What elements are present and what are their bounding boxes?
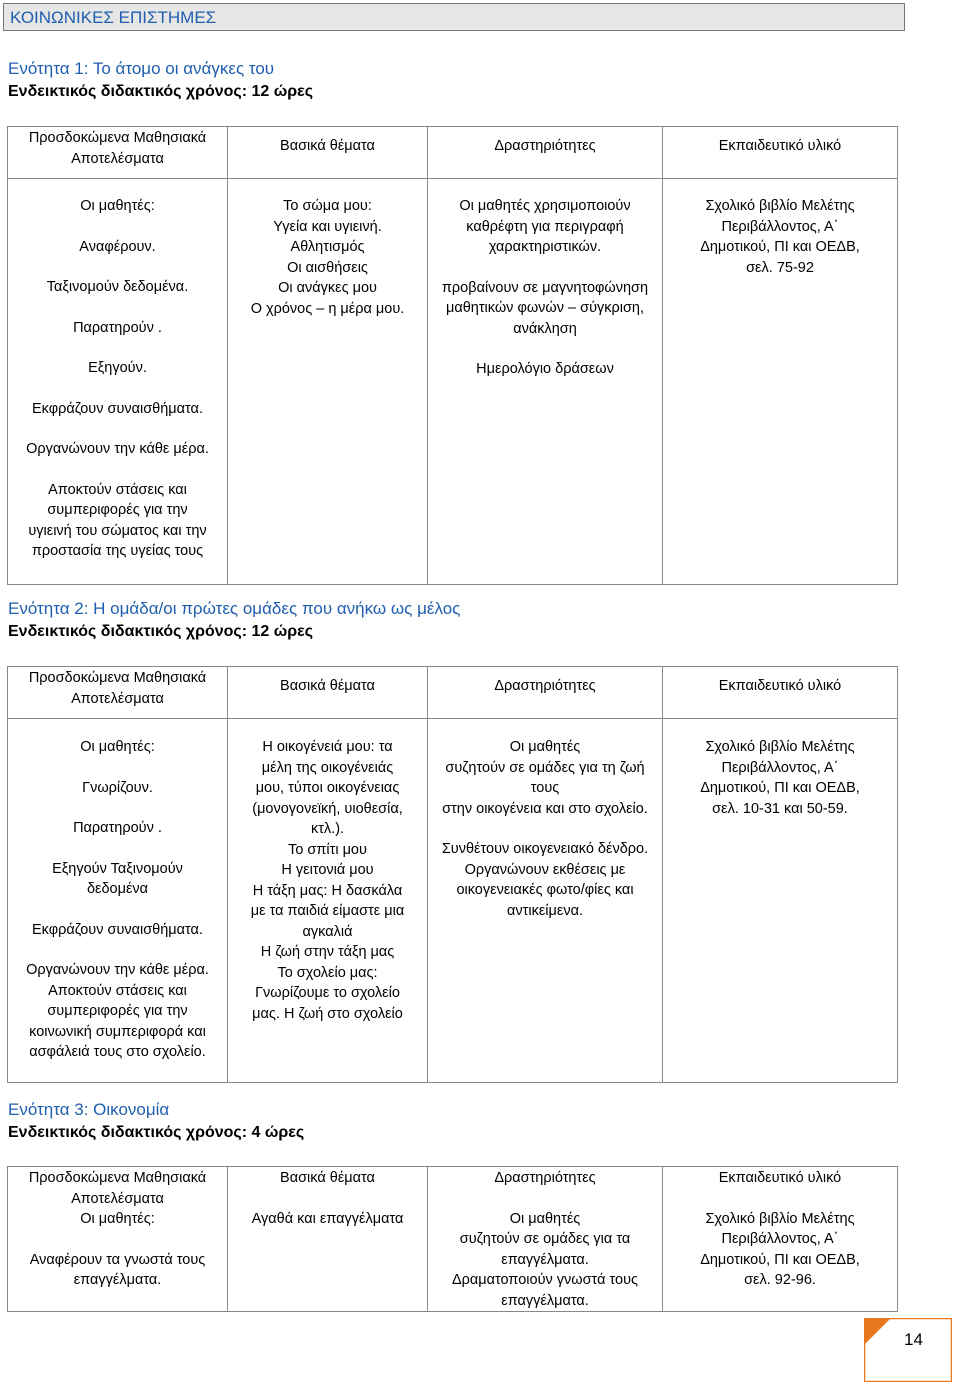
page-title: ΚΟΙΝΩΝΙΚΕΣ ΕΠΙΣΤΗΜΕΣ (10, 8, 217, 27)
materials-cell: Εκπαιδευτικό υλικό Σχολικό βιβλίο Μελέτης Περιβάλλοντος, Α΄ Δημοτικού, ΠΙ και ΟΕΔΒ, σελ. 92-96. (663, 1167, 898, 1312)
header-materials: Εκπαιδευτικό υλικό (663, 127, 898, 179)
unit-1-table (7, 126, 898, 585)
page-corner-icon (864, 1318, 952, 1382)
activities-cell: Οι μαθητές συζητούν σε ομάδες για τη ζωή τους στην οικογένεια και στο σχολείο. Συνθέτουν οικογενειακό δένδρο. Οργανώνουν εκθέσεις με οικογενειακές φωτο/φίες και αντικείμενα. (428, 719, 663, 1083)
header-outcomes: Προσδοκώμενα Μαθησιακά (28, 1170, 207, 1186)
header-topics: Βασικά θέματα (228, 127, 428, 179)
header-materials: Εκπαιδευτικό υλικό (663, 667, 898, 719)
header-activities: Δραστηριότητες (428, 127, 663, 179)
topics-cell: Η οικογένειά μου: τα μέλη της οικογένειάς μου, τύποι οικογένειας (μονογονεϊκή, υιοθεσία, κτλ.). Το σπίτι μου Η γειτονιά μου Η τάξη μας: Η δασκάλα με τα παιδιά είμαστε μια αγκαλιά Η ζωή στην τάξη μας Το σχολείο μας: Γνωρίζουμε το σχολείο μας. Η ζωή στο σχολείο (228, 719, 428, 1083)
unit-2-table (7, 666, 898, 1083)
header-outcomes: Προσδοκώμενα Μαθησιακά Αποτελέσματα (8, 667, 228, 719)
page-header-bar (3, 3, 905, 31)
table-row (8, 1167, 898, 1312)
header-materials: Εκπαιδευτικό υλικό (718, 1170, 842, 1186)
topics-cell: Βασικά θέματα Αγαθά και επαγγέλματα (228, 1167, 428, 1312)
unit-2-time: Ενδεικτικός διδακτικός χρόνος: 12 ώρες (8, 623, 314, 640)
page-number: 14 (904, 1330, 923, 1349)
table-row (8, 719, 898, 1083)
outcomes-cell: Οι μαθητές: Αναφέρουν. Ταξινομούν δεδομένα. Παρατηρούν . Εξηγούν. Εκφράζουν συναισθήματα. Οργανώνουν την κάθε μέρα. Αποκτούν στάσεις και συμπεριφορές για την υγιεινή του σώματος και την προστασία της υγείας τους (8, 179, 228, 585)
activities-cell: Οι μαθητές χρησιμοποιούν καθρέφτη για περιγραφή χαρακτηριστικών. προβαίνουν σε μαγνητοφώνηση μαθητικών φωνών – σύγκριση, ανάκληση Ημερολόγιο δράσεων (428, 179, 663, 585)
header-topics: Βασικά θέματα (228, 667, 428, 719)
header-outcomes: Προσδοκώμενα Μαθησιακά Αποτελέσματα (8, 127, 228, 179)
topics-cell: Το σώμα μου: Υγεία και υγιεινή. Αθλητισμός Οι αισθήσεις Οι ανάγκες μου Ο χρόνος – η μέρα μου. (228, 179, 428, 585)
materials-cell: Σχολικό βιβλίο Μελέτης Περιβάλλοντος, Α΄ Δημοτικού, ΠΙ και ΟΕΔΒ, σελ. 10-31 και 50-59. (663, 719, 898, 1083)
header-activities: Δραστηριότητες (494, 1170, 596, 1186)
table-header-row (8, 127, 898, 179)
unit-3-table (7, 1166, 898, 1312)
unit-2-title: Ενότητα 2: Η ομάδα/οι πρώτες ομάδες που ανήκω ως μέλος (8, 599, 461, 618)
unit-1-title: Ενότητα 1: Το άτομο οι ανάγκες του (8, 59, 275, 78)
unit-3-time: Ενδεικτικός διδακτικός χρόνος: 4 ώρες (8, 1124, 305, 1141)
activities-cell: Δραστηριότητες Οι μαθητές συζητούν σε ομάδες για τα επαγγέλματα. Δραματοποιούν γνωστά τους επαγγέλματα. (428, 1167, 663, 1312)
materials-cell: Σχολικό βιβλίο Μελέτης Περιβάλλοντος, Α΄ Δημοτικού, ΠΙ και ΟΕΔΒ, σελ. 75-92 (663, 179, 898, 585)
outcomes-cell: Οι μαθητές: Γνωρίζουν. Παρατηρούν . Εξηγούν Ταξινομούν δεδομένα Εκφράζουν συναισθήματα. Οργανώνουν την κάθε μέρα. Αποκτούν στάσεις και συμπεριφορές για την κοινωνική συμπεριφορά και ασφάλειά τους στο σχολείο. (8, 719, 228, 1083)
page-number-badge (864, 1318, 952, 1382)
header-activities: Δραστηριότητες (428, 667, 663, 719)
unit-3-title: Ενότητα 3: Οικονομία (8, 1100, 170, 1119)
header-topics: Βασικά θέματα (280, 1170, 375, 1186)
table-header-row (8, 667, 898, 719)
unit-1-time: Ενδεικτικός διδακτικός χρόνος: 12 ώρες (8, 83, 314, 100)
outcomes-cell: Προσδοκώμενα Μαθησιακά Αποτελέσματα Οι μαθητές: Αναφέρουν τα γνωστά τους επαγγέλματα. (8, 1167, 228, 1312)
table-row (8, 179, 898, 585)
